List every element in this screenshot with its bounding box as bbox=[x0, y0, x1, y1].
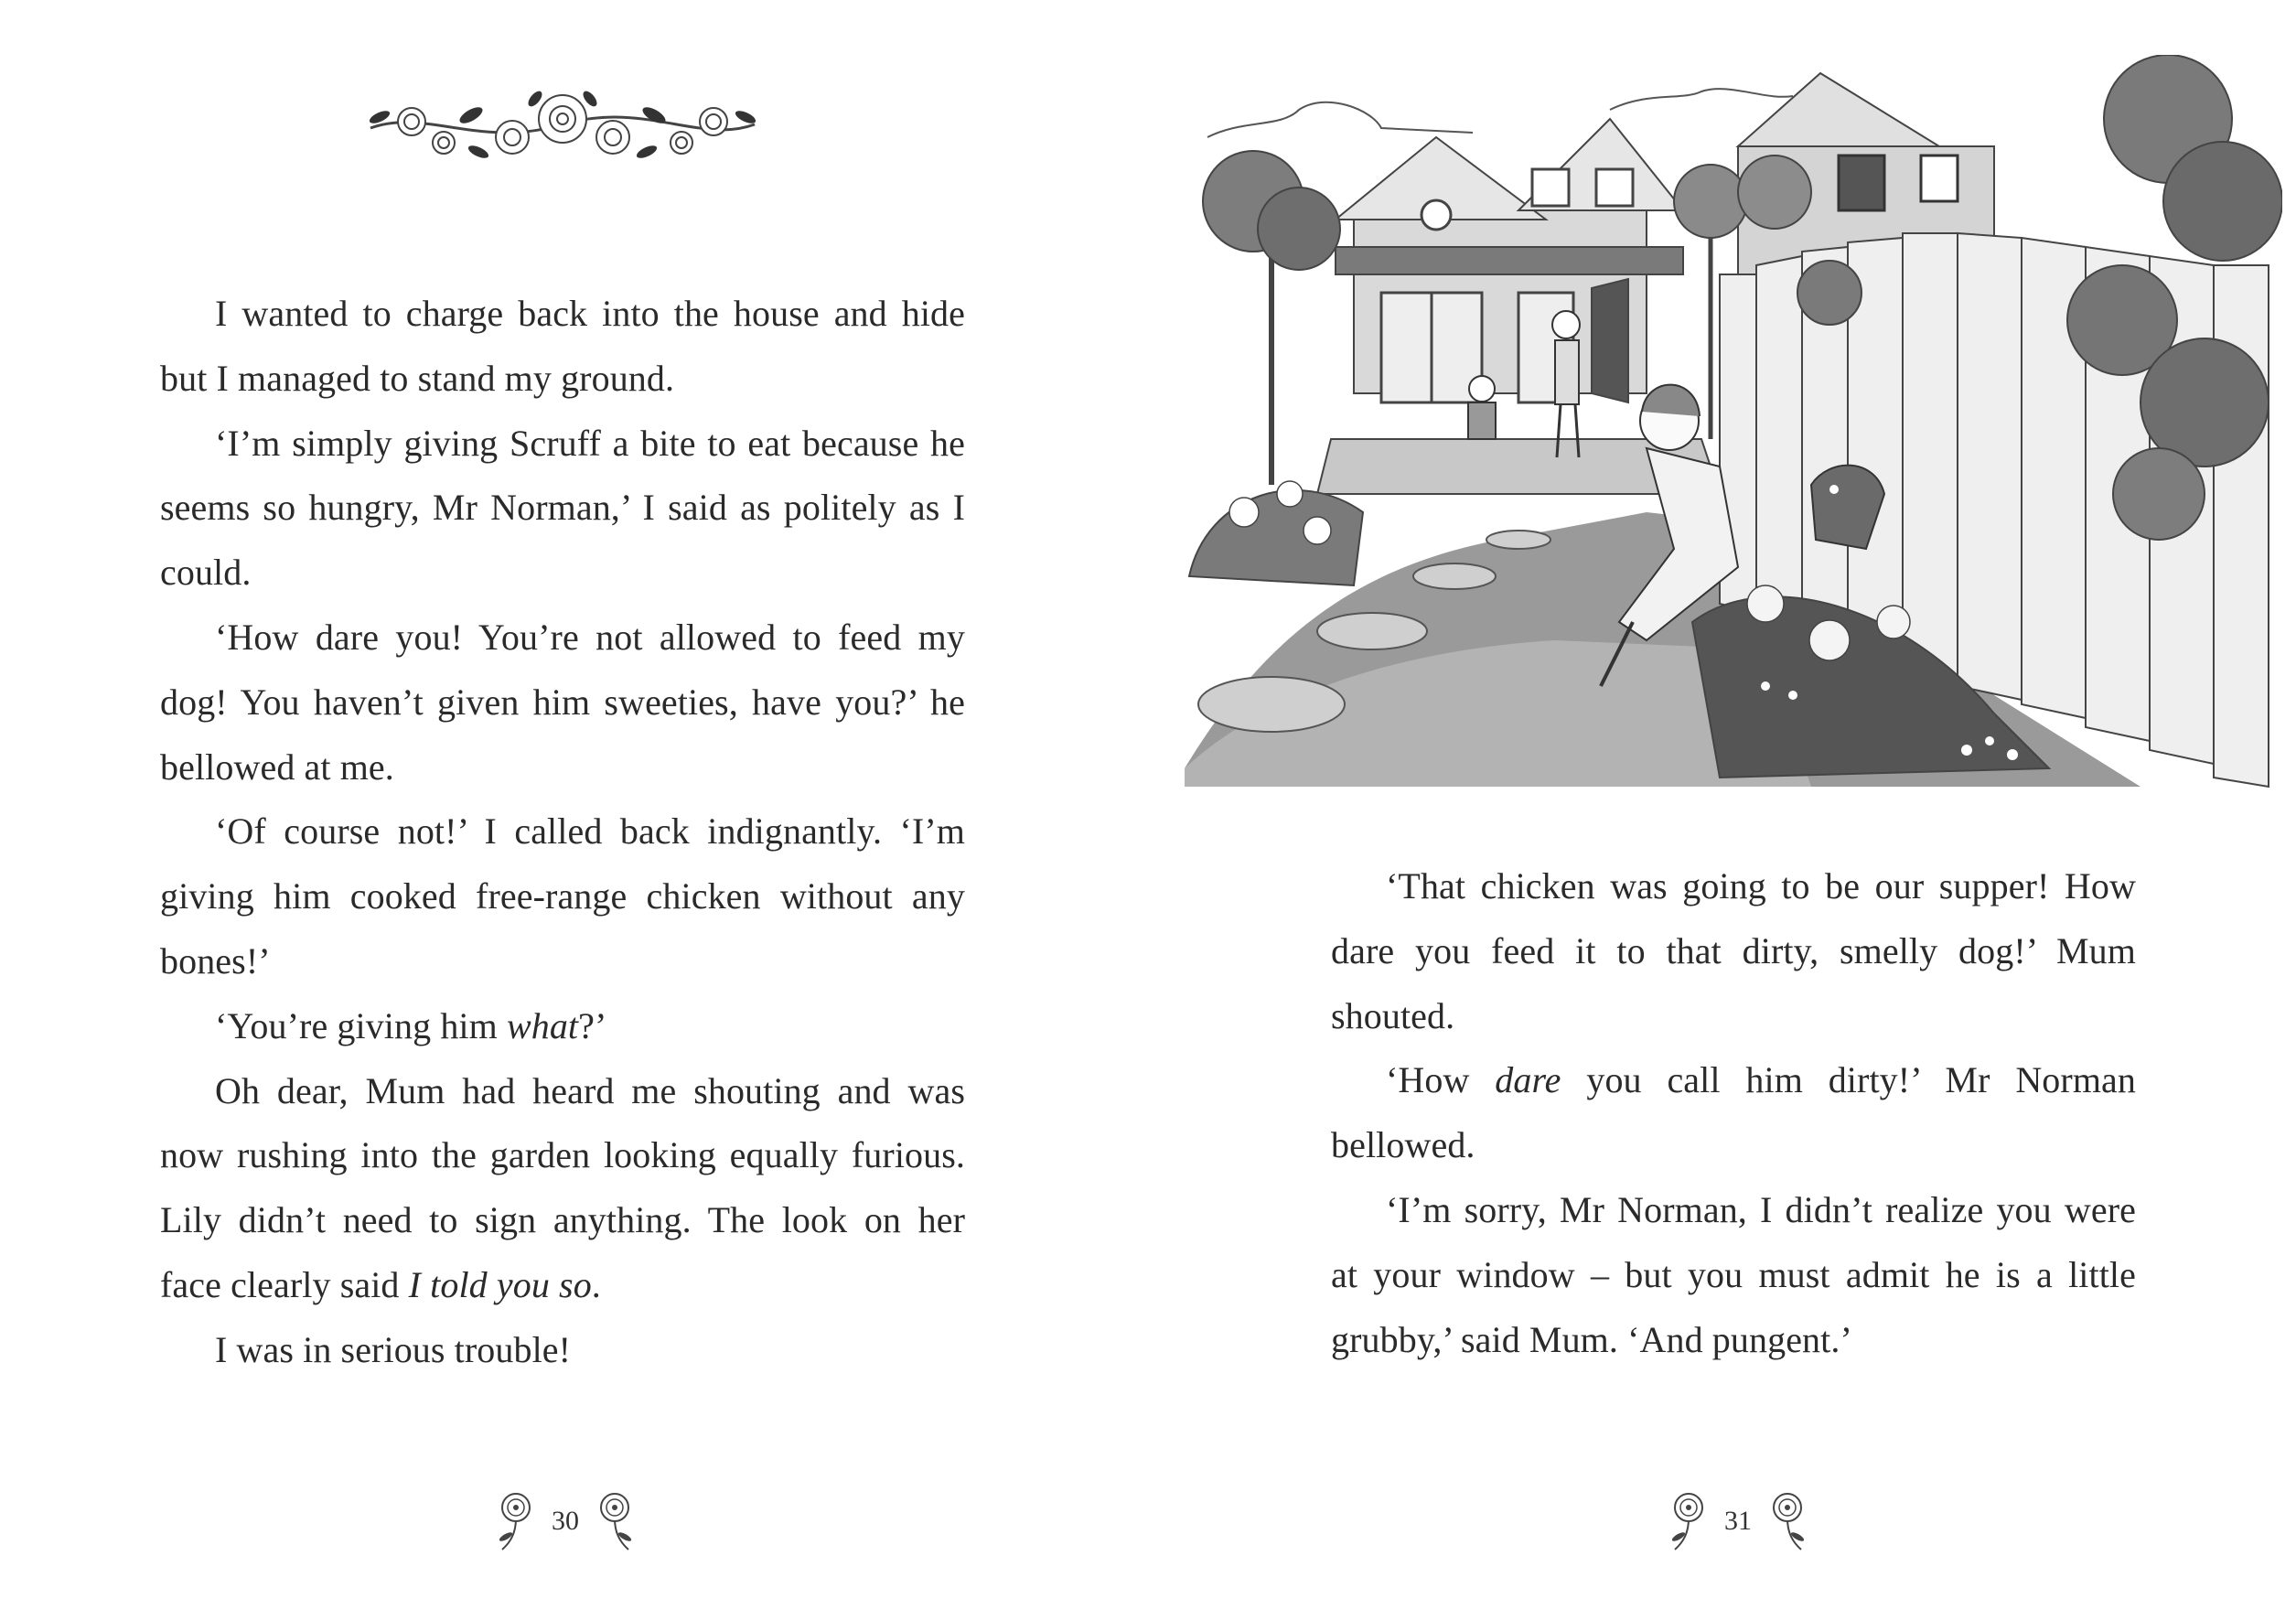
paragraph: ‘Of course not!’ I called back indignantly. ‘I’m giving him cooked free-range chicken without any bones!’ bbox=[160, 810, 965, 982]
paragraph: ‘You’re giving him what?’ bbox=[215, 1004, 607, 1046]
paragraph: ‘How dare you call him dirty!’ Mr Norman bellowed. bbox=[1331, 1059, 2136, 1166]
floral-ornament-icon bbox=[361, 80, 764, 172]
flower-icon bbox=[1666, 1491, 1711, 1551]
right-page bbox=[1148, 0, 2296, 1620]
right-page-text bbox=[1331, 854, 2136, 1372]
flower-icon bbox=[493, 1491, 539, 1551]
paragraph: I wanted to charge back into the house and hide but I managed to stand my ground. bbox=[160, 293, 965, 399]
flower-icon bbox=[1765, 1491, 1810, 1551]
page-footer bbox=[483, 1489, 648, 1553]
page-number: 31 bbox=[1724, 1506, 1752, 1536]
page-number: 30 bbox=[552, 1506, 579, 1536]
paragraph: I was in serious trouble! bbox=[215, 1328, 572, 1370]
paragraph: ‘That chicken was going to be our supper! How dare you feed it to that dirty, smelly dog!’ Mum shouted. bbox=[1331, 865, 2136, 1036]
paragraph: ‘How dare you! You’re not allowed to feed my dog! You haven’t given him sweeties, have you?’ he bellowed at me. bbox=[160, 616, 965, 788]
left-page-text bbox=[160, 282, 965, 1383]
paragraph: ‘I’m simply giving Scruff a bite to eat because he seems so hungry, Mr Norman,’ I said as politely as I could. bbox=[160, 422, 965, 594]
garden-illustration bbox=[1171, 55, 2282, 805]
paragraph: ‘I’m sorry, Mr Norman, I didn’t realize you were at your window – but you must admit he is a little grubby,’ said Mum. ‘And pungent.’ bbox=[1331, 1188, 2136, 1360]
flower-icon bbox=[592, 1491, 638, 1551]
paragraph: Oh dear, Mum had heard me shouting and was now rushing into the garden looking equally furious. Lily didn’t need to sign anything. The look on her face clearly said I told you so. bbox=[160, 1069, 965, 1305]
page-footer bbox=[1656, 1489, 1820, 1553]
